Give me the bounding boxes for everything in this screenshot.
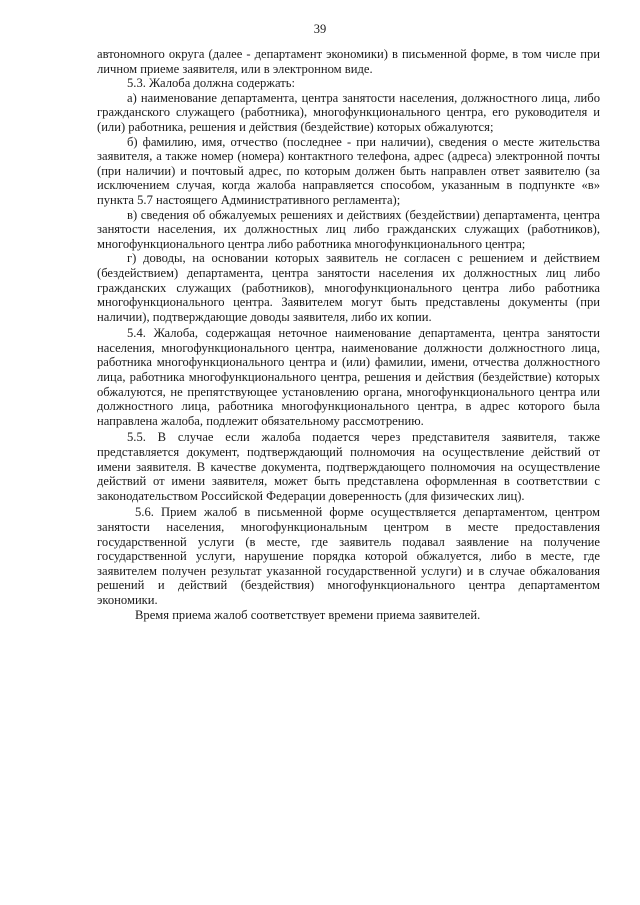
- paragraph-5-3-v: в) сведения об обжалуемых решениях и действиях (бездействии) департамента, центра занятости населения, их должностных лиц либо гражданских служащих (работников), многофункционального центра либо работника многофункционального центра;: [97, 207, 600, 251]
- paragraph-5-5: 5.5. В случае если жалоба подается через представителя заявителя, также представляется документ, подтверждающий полномочия на осуществление действий от имени заявителя. В качестве документа, подтверждающего полномочия на осуществление действий от имени заявителя, может быть представлена оформленная в соответствии с законодательством Российской Федерации доверенность (для физических лиц).: [97, 430, 600, 503]
- paragraph-reception-time: Время приема жалоб соответствует времени приема заявителей.: [135, 607, 481, 622]
- paragraph-5-3-g: г) доводы, на основании которых заявитель не согласен с решением и действием (бездействием) департамента, центра занятости населения их должностных лиц либо гражданских служащих (работников), многофункционального центра либо работника многофункционального центра. Заявителем могут быть представлены документы (при наличии), подтверждающие доводы заявителя, либо их копии.: [97, 251, 600, 324]
- paragraph-5-6: 5.6. Прием жалоб в письменной форме осуществляется департаментом, центром занятости населения, многофункциональным центром в месте предоставления государственной услуги (в месте, где заявитель подавал заявление на получение государственной услуги, нарушение порядка которой обжалуется, либо в месте, где заявителем получен результат указанной государственной услуги) и в случае обжалования решений и действий (бездействия) многофункционального центра департаментом экономики.: [97, 505, 600, 607]
- paragraph-continuation: автономного округа (далее - департамент экономики) в письменной форме, в том числе при личном приеме заявителя, или в электронном виде.: [97, 47, 600, 76]
- page-body: [97, 47, 600, 622]
- page-number: 39: [313, 22, 327, 36]
- paragraph-5-3-a: а) наименование департамента, центра занятости населения, должностного лица, либо гражданского служащего (работника), многофункционального центра, его руководителя и (или) работника, решения и действия (бездействие) которых обжалуются;: [97, 90, 600, 134]
- paragraph-5-3-heading: 5.3. Жалоба должна содержать:: [127, 76, 295, 91]
- paragraph-5-3-b: б) фамилию, имя, отчество (последнее - при наличии), сведения о месте жительства заявителя, а также номер (номера) контактного телефона, адрес (адреса) электронной почты (при наличии) и почтовый адрес, по которым должен быть направлен ответ заявителю (за исключением случая, когда жалоба направляется способом, указанным в подпункте «в» пункта 5.7 настоящего Административного регламента);: [97, 134, 600, 207]
- paragraph-5-4: 5.4. Жалоба, содержащая неточное наименование департамента, центра занятости населения, многофункционального центра, наименование должности должностного лица, работника многофункционального центра и (или) фамилии, имени, отчества должностного лица, работника многофункционального центра, решения и действия (бездействие) которых обжалуются, не препятствующее установлению органа, многофункционального центра или должностного лица, работника многофункционального центра, в адрес которого была направлена жалоба, подлежит обязательному рассмотрению.: [97, 326, 600, 428]
